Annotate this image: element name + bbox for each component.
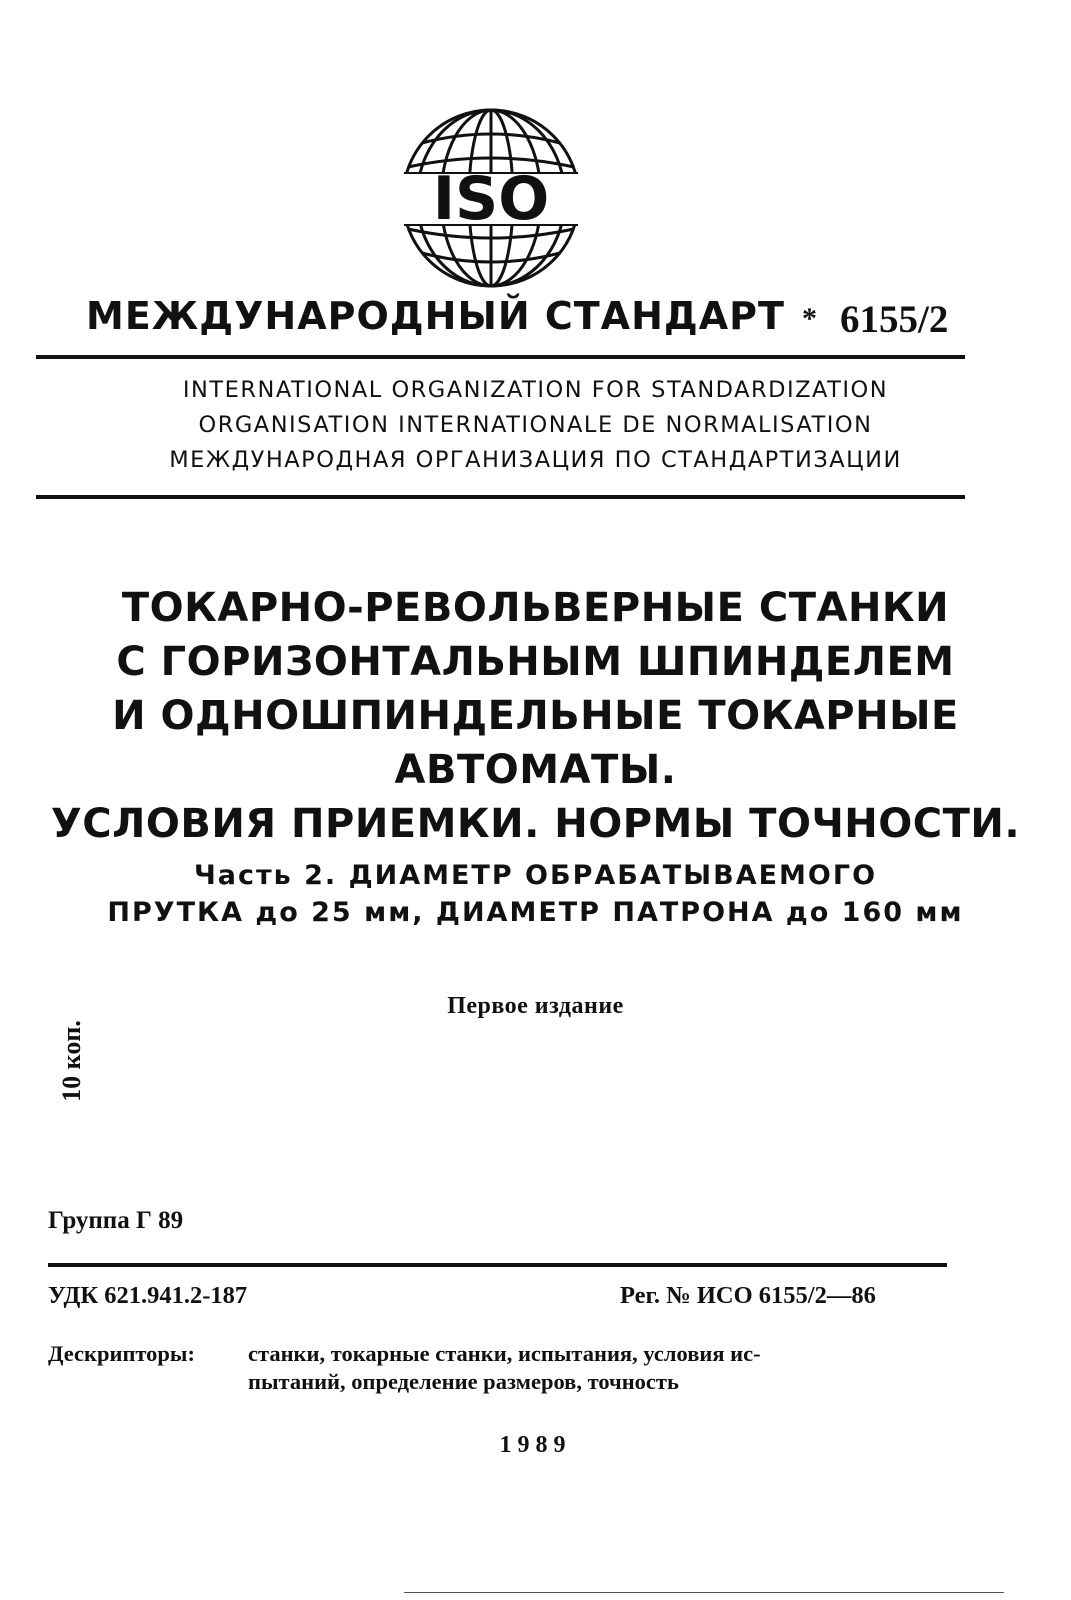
page-edge-line: [404, 1592, 1004, 1593]
registration-number: Рег. № ИСО 6155/2—86: [620, 1282, 876, 1309]
edition-label: Первое издание: [447, 993, 624, 1019]
organization-name-en: INTERNATIONAL ORGANIZATION FOR STANDARDIZATION: [182, 377, 889, 403]
subtitle-line: ПРУТКА до 25 мм, ДИАМЕТР ПАТРОНА до 160 мм: [107, 897, 964, 928]
organization-name-ru: МЕЖДУНАРОДНАЯ ОРГАНИЗАЦИЯ ПО СТАНДАРТИЗАЦИИ: [169, 447, 902, 473]
divider-top: [36, 355, 965, 359]
title-line: И ОДНОШПИНДЕЛЬНЫЕ ТОКАРНЫЕ: [112, 693, 959, 739]
descriptors-text: станки, токарные станки, испытания, условия ис-: [248, 1341, 761, 1366]
title-line: С ГОРИЗОНТАЛЬНЫМ ШПИНДЕЛЕМ: [116, 639, 955, 685]
udk-code: УДК 621.941.2-187: [48, 1282, 248, 1309]
divider-bottom: [48, 1263, 947, 1267]
descriptors-text: пытаний, определение размеров, точность: [248, 1369, 679, 1394]
descriptors-label: Дескрипторы:: [48, 1341, 195, 1366]
title-line: АВТОМАТЫ.: [394, 747, 677, 793]
standard-number: 6155/2: [840, 298, 949, 341]
divider-middle: [36, 495, 965, 499]
organization-name-fr: ORGANISATION INTERNATIONALE DE NORMALISATION: [198, 412, 873, 438]
title-line: ТОКАРНО-РЕВОЛЬВЕРНЫЕ СТАНКИ: [121, 585, 950, 631]
iso-logo: [396, 103, 586, 293]
price-label: 10 коп.: [57, 1020, 86, 1102]
document-subtitle: [0, 857, 1071, 931]
iso-logo-text: ISO: [432, 164, 550, 234]
subtitle-line: Часть 2. ДИАМЕТР ОБРАБАТЫВАЕМОГО: [193, 860, 878, 891]
title-line: УСЛОВИЯ ПРИЕМКИ. НОРМЫ ТОЧНОСТИ.: [50, 801, 1021, 847]
document-title: [0, 581, 1071, 851]
group-label: Группа Г 89: [48, 1207, 184, 1234]
standard-title: МЕЖДУНАРОДНЫЙ СТАНДАРТ: [86, 294, 785, 338]
star-mark: *: [802, 302, 817, 335]
publication-year: 1989: [499, 1432, 572, 1458]
